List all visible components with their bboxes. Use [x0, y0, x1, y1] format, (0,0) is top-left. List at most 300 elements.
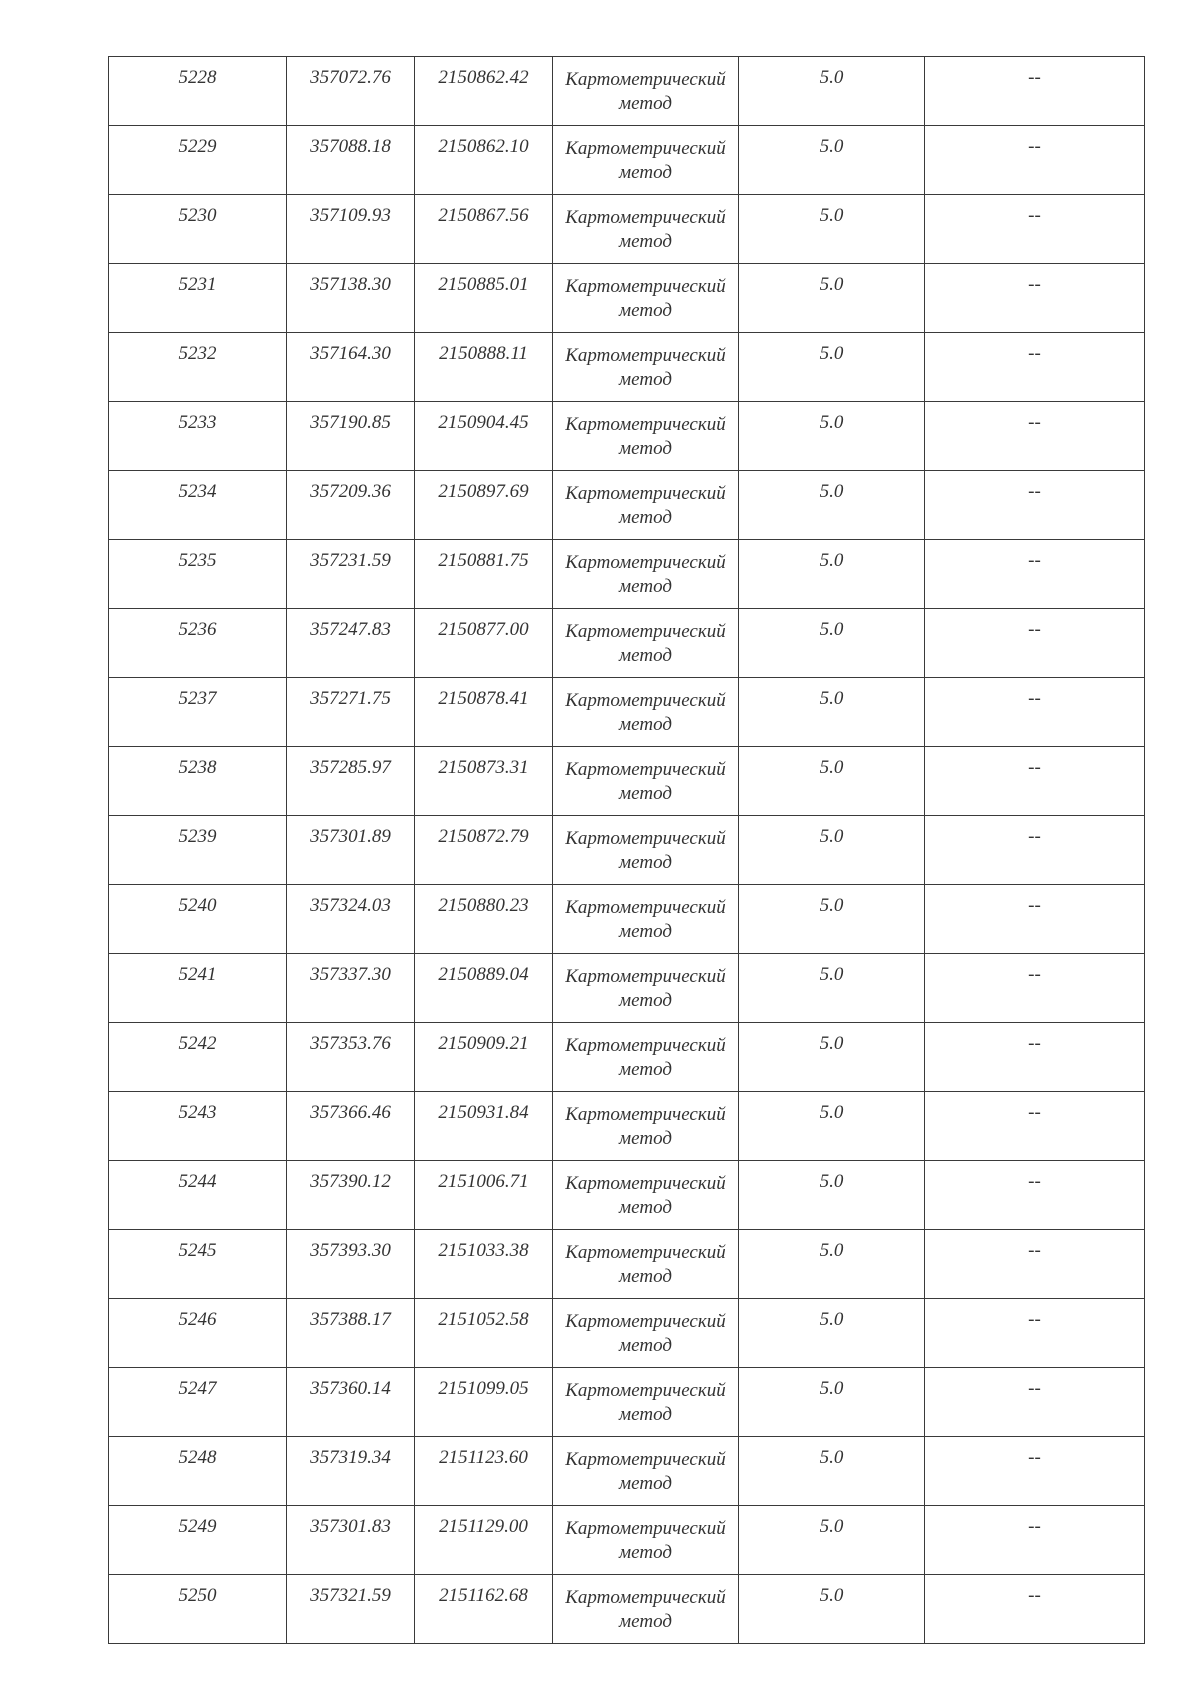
method-cell: [553, 264, 739, 333]
y-coordinate: 2150888.11: [439, 343, 528, 364]
x-coordinate: 357301.83: [310, 1516, 391, 1537]
point-number: 5243: [178, 1102, 217, 1123]
table-row: [109, 678, 1145, 747]
method-line-2: метод: [619, 990, 672, 1011]
x-coordinate: 357109.93: [310, 205, 391, 226]
y-coordinate: 2150885.01: [438, 274, 529, 295]
x-coordinate-cell: [287, 609, 415, 678]
point-number-cell: [109, 1023, 287, 1092]
point-number-cell: [109, 1299, 287, 1368]
note-cell: [925, 333, 1145, 402]
method-line-2: метод: [619, 783, 672, 804]
accuracy-cell: [739, 1506, 925, 1575]
x-coordinate: 357088.18: [310, 136, 391, 157]
x-coordinate: 357388.17: [310, 1309, 391, 1330]
accuracy-cell: [739, 402, 925, 471]
note-value: --: [1028, 1102, 1041, 1123]
x-coordinate: 357324.03: [310, 895, 391, 916]
table-row: [109, 747, 1145, 816]
y-coordinate: 2151052.58: [438, 1309, 529, 1330]
method-cell: [553, 1575, 739, 1644]
y-coordinate-cell: [415, 333, 553, 402]
accuracy-value: 5.0: [819, 67, 844, 88]
accuracy-value: 5.0: [819, 757, 844, 778]
table-row: [109, 885, 1145, 954]
y-coordinate: 2150880.23: [438, 895, 529, 916]
accuracy-value: 5.0: [819, 136, 844, 157]
method-cell: [553, 402, 739, 471]
note-value: --: [1028, 67, 1041, 88]
method-line-1: Картометрический: [565, 1380, 726, 1401]
method-cell: [553, 1023, 739, 1092]
x-coordinate-cell: [287, 1506, 415, 1575]
note-cell: [925, 885, 1145, 954]
x-coordinate-cell: [287, 333, 415, 402]
table-row: [109, 1437, 1145, 1506]
point-number-cell: [109, 333, 287, 402]
table-row: [109, 1230, 1145, 1299]
x-coordinate-cell: [287, 402, 415, 471]
method-line-2: метод: [619, 576, 672, 597]
accuracy-value: 5.0: [819, 1240, 844, 1261]
note-cell: [925, 1368, 1145, 1437]
method-cell: [553, 333, 739, 402]
method-line-1: Картометрический: [565, 828, 726, 849]
x-coordinate-cell: [287, 885, 415, 954]
note-value: --: [1028, 1585, 1041, 1606]
accuracy-cell: [739, 747, 925, 816]
point-number: 5249: [178, 1516, 217, 1537]
point-number: 5232: [178, 343, 217, 364]
method-line-1: Картометрический: [565, 483, 726, 504]
x-coordinate: 357072.76: [310, 67, 391, 88]
accuracy-cell: [739, 195, 925, 264]
table-row: [109, 540, 1145, 609]
note-value: --: [1028, 1240, 1041, 1261]
x-coordinate: 357366.46: [310, 1102, 391, 1123]
x-coordinate: 357271.75: [310, 688, 391, 709]
accuracy-cell: [739, 264, 925, 333]
table-row: [109, 1161, 1145, 1230]
note-cell: [925, 126, 1145, 195]
y-coordinate-cell: [415, 609, 553, 678]
note-cell: [925, 609, 1145, 678]
accuracy-cell: [739, 126, 925, 195]
note-value: --: [1028, 343, 1041, 364]
y-coordinate: 2150867.56: [438, 205, 529, 226]
accuracy-value: 5.0: [819, 895, 844, 916]
x-coordinate-cell: [287, 471, 415, 540]
y-coordinate: 2150873.31: [438, 757, 529, 778]
y-coordinate: 2150897.69: [438, 481, 529, 502]
point-number-cell: [109, 678, 287, 747]
method-line-1: Картометрический: [565, 1173, 726, 1194]
y-coordinate: 2150878.41: [438, 688, 529, 709]
point-number: 5236: [178, 619, 217, 640]
accuracy-cell: [739, 1368, 925, 1437]
method-line-1: Картометрический: [565, 621, 726, 642]
y-coordinate-cell: [415, 1230, 553, 1299]
y-coordinate: 2150877.00: [438, 619, 529, 640]
point-number-cell: [109, 57, 287, 126]
point-number: 5239: [178, 826, 217, 847]
y-coordinate-cell: [415, 1437, 553, 1506]
point-number-cell: [109, 1230, 287, 1299]
method-line-1: Картометрический: [565, 1035, 726, 1056]
method-line-1: Картометрический: [565, 966, 726, 987]
x-coordinate-cell: [287, 57, 415, 126]
accuracy-value: 5.0: [819, 1516, 844, 1537]
note-value: --: [1028, 136, 1041, 157]
x-coordinate: 357164.30: [310, 343, 391, 364]
method-cell: [553, 816, 739, 885]
point-number-cell: [109, 954, 287, 1023]
note-cell: [925, 1092, 1145, 1161]
method-line-1: Картометрический: [565, 345, 726, 366]
point-number: 5246: [178, 1309, 217, 1330]
note-value: --: [1028, 1447, 1041, 1468]
y-coordinate: 2151129.00: [439, 1516, 528, 1537]
note-value: --: [1028, 1378, 1041, 1399]
table-row: [109, 195, 1145, 264]
accuracy-value: 5.0: [819, 1447, 844, 1468]
accuracy-value: 5.0: [819, 1309, 844, 1330]
point-number: 5234: [178, 481, 217, 502]
method-cell: [553, 747, 739, 816]
method-cell: [553, 609, 739, 678]
method-cell: [553, 126, 739, 195]
note-value: --: [1028, 895, 1041, 916]
point-number-cell: [109, 747, 287, 816]
y-coordinate: 2151033.38: [438, 1240, 529, 1261]
coordinates-table-body: [109, 57, 1145, 1644]
note-cell: [925, 1161, 1145, 1230]
point-number: 5247: [178, 1378, 217, 1399]
accuracy-value: 5.0: [819, 205, 844, 226]
y-coordinate-cell: [415, 885, 553, 954]
x-coordinate: 357247.83: [310, 619, 391, 640]
point-number: 5237: [178, 688, 217, 709]
note-value: --: [1028, 481, 1041, 502]
table-row: [109, 954, 1145, 1023]
x-coordinate: 357190.85: [310, 412, 391, 433]
method-line-1: Картометрический: [565, 1242, 726, 1263]
accuracy-cell: [739, 816, 925, 885]
x-coordinate-cell: [287, 954, 415, 1023]
y-coordinate: 2151123.60: [439, 1447, 528, 1468]
table-row: [109, 1023, 1145, 1092]
accuracy-value: 5.0: [819, 1033, 844, 1054]
accuracy-cell: [739, 540, 925, 609]
y-coordinate-cell: [415, 471, 553, 540]
point-number: 5245: [178, 1240, 217, 1261]
table-row: [109, 1575, 1145, 1644]
accuracy-value: 5.0: [819, 1585, 844, 1606]
accuracy-cell: [739, 885, 925, 954]
method-line-2: метод: [619, 1266, 672, 1287]
y-coordinate: 2151162.68: [439, 1585, 528, 1606]
y-coordinate: 2150931.84: [438, 1102, 529, 1123]
note-cell: [925, 954, 1145, 1023]
y-coordinate: 2150872.79: [438, 826, 529, 847]
note-value: --: [1028, 1033, 1041, 1054]
accuracy-value: 5.0: [819, 550, 844, 571]
method-cell: [553, 1368, 739, 1437]
accuracy-value: 5.0: [819, 619, 844, 640]
y-coordinate-cell: [415, 816, 553, 885]
x-coordinate-cell: [287, 264, 415, 333]
point-number-cell: [109, 195, 287, 264]
point-number: 5233: [178, 412, 217, 433]
table-row: [109, 1506, 1145, 1575]
y-coordinate-cell: [415, 1023, 553, 1092]
x-coordinate: 357209.36: [310, 481, 391, 502]
note-value: --: [1028, 274, 1041, 295]
x-coordinate-cell: [287, 1575, 415, 1644]
y-coordinate: 2150862.10: [438, 136, 529, 157]
method-line-2: метод: [619, 1335, 672, 1356]
method-line-2: метод: [619, 162, 672, 183]
method-cell: [553, 57, 739, 126]
y-coordinate-cell: [415, 954, 553, 1023]
accuracy-value: 5.0: [819, 412, 844, 433]
method-line-2: метод: [619, 714, 672, 735]
method-cell: [553, 1506, 739, 1575]
x-coordinate: 357390.12: [310, 1171, 391, 1192]
point-number-cell: [109, 1437, 287, 1506]
point-number-cell: [109, 885, 287, 954]
accuracy-value: 5.0: [819, 1171, 844, 1192]
method-line-2: метод: [619, 852, 672, 873]
accuracy-cell: [739, 1437, 925, 1506]
point-number-cell: [109, 1368, 287, 1437]
x-coordinate-cell: [287, 1299, 415, 1368]
method-line-1: Картометрический: [565, 690, 726, 711]
method-line-1: Картометрический: [565, 414, 726, 435]
method-line-1: Картометрический: [565, 276, 726, 297]
x-coordinate-cell: [287, 747, 415, 816]
accuracy-cell: [739, 57, 925, 126]
accuracy-cell: [739, 609, 925, 678]
y-coordinate-cell: [415, 126, 553, 195]
point-number: 5248: [178, 1447, 217, 1468]
coordinates-table: [108, 56, 1145, 1644]
note-cell: [925, 1023, 1145, 1092]
note-cell: [925, 402, 1145, 471]
accuracy-cell: [739, 1161, 925, 1230]
accuracy-cell: [739, 954, 925, 1023]
table-row: [109, 1299, 1145, 1368]
table-row: [109, 609, 1145, 678]
note-cell: [925, 57, 1145, 126]
method-line-1: Картометрический: [565, 1587, 726, 1608]
method-line-2: метод: [619, 369, 672, 390]
y-coordinate-cell: [415, 1506, 553, 1575]
y-coordinate: 2150862.42: [438, 67, 529, 88]
x-coordinate-cell: [287, 1161, 415, 1230]
accuracy-cell: [739, 1092, 925, 1161]
note-cell: [925, 747, 1145, 816]
x-coordinate: 357301.89: [310, 826, 391, 847]
point-number-cell: [109, 126, 287, 195]
x-coordinate-cell: [287, 1368, 415, 1437]
point-number: 5235: [178, 550, 217, 571]
accuracy-cell: [739, 1230, 925, 1299]
x-coordinate: 357353.76: [310, 1033, 391, 1054]
point-number-cell: [109, 264, 287, 333]
table-row: [109, 333, 1145, 402]
accuracy-cell: [739, 471, 925, 540]
method-line-1: Картометрический: [565, 1104, 726, 1125]
point-number-cell: [109, 540, 287, 609]
method-cell: [553, 954, 739, 1023]
x-coordinate: 357138.30: [310, 274, 391, 295]
accuracy-value: 5.0: [819, 964, 844, 985]
accuracy-cell: [739, 1023, 925, 1092]
table-row: [109, 1092, 1145, 1161]
method-line-2: метод: [619, 507, 672, 528]
note-cell: [925, 264, 1145, 333]
method-cell: [553, 885, 739, 954]
y-coordinate: 2150904.45: [438, 412, 529, 433]
table-row: [109, 816, 1145, 885]
note-cell: [925, 1506, 1145, 1575]
y-coordinate-cell: [415, 195, 553, 264]
accuracy-cell: [739, 333, 925, 402]
x-coordinate-cell: [287, 678, 415, 747]
y-coordinate-cell: [415, 402, 553, 471]
method-cell: [553, 1437, 739, 1506]
method-line-2: метод: [619, 1404, 672, 1425]
point-number-cell: [109, 609, 287, 678]
x-coordinate-cell: [287, 540, 415, 609]
method-line-2: метод: [619, 1473, 672, 1494]
point-number: 5250: [178, 1585, 217, 1606]
y-coordinate-cell: [415, 678, 553, 747]
note-value: --: [1028, 1516, 1041, 1537]
point-number-cell: [109, 1092, 287, 1161]
note-value: --: [1028, 205, 1041, 226]
accuracy-value: 5.0: [819, 1378, 844, 1399]
table-row: [109, 471, 1145, 540]
point-number: 5229: [178, 136, 217, 157]
y-coordinate-cell: [415, 1092, 553, 1161]
note-value: --: [1028, 688, 1041, 709]
y-coordinate-cell: [415, 264, 553, 333]
accuracy-value: 5.0: [819, 481, 844, 502]
note-value: --: [1028, 1309, 1041, 1330]
y-coordinate: 2151006.71: [438, 1171, 529, 1192]
table-row: [109, 57, 1145, 126]
method-line-2: метод: [619, 1542, 672, 1563]
note-cell: [925, 816, 1145, 885]
point-number: 5240: [178, 895, 217, 916]
y-coordinate-cell: [415, 57, 553, 126]
note-cell: [925, 471, 1145, 540]
method-line-1: Картометрический: [565, 1311, 726, 1332]
method-cell: [553, 678, 739, 747]
method-line-2: метод: [619, 645, 672, 666]
method-cell: [553, 1299, 739, 1368]
point-number-cell: [109, 402, 287, 471]
method-line-2: метод: [619, 93, 672, 114]
method-line-1: Картометрический: [565, 552, 726, 573]
point-number-cell: [109, 1161, 287, 1230]
x-coordinate-cell: [287, 126, 415, 195]
method-line-2: метод: [619, 300, 672, 321]
accuracy-cell: [739, 678, 925, 747]
method-cell: [553, 471, 739, 540]
table-row: [109, 126, 1145, 195]
y-coordinate: 2150909.21: [438, 1033, 529, 1054]
y-coordinate-cell: [415, 1299, 553, 1368]
method-line-1: Картометрический: [565, 69, 726, 90]
accuracy-value: 5.0: [819, 826, 844, 847]
y-coordinate-cell: [415, 1368, 553, 1437]
x-coordinate: 357231.59: [310, 550, 391, 571]
y-coordinate-cell: [415, 1161, 553, 1230]
method-line-1: Картометрический: [565, 1518, 726, 1539]
y-coordinate: 2150889.04: [438, 964, 529, 985]
point-number-cell: [109, 471, 287, 540]
method-line-1: Картометрический: [565, 759, 726, 780]
method-line-1: Картометрический: [565, 1449, 726, 1470]
note-value: --: [1028, 550, 1041, 571]
method-line-2: метод: [619, 1611, 672, 1632]
x-coordinate: 357360.14: [310, 1378, 391, 1399]
point-number-cell: [109, 1506, 287, 1575]
x-coordinate-cell: [287, 816, 415, 885]
x-coordinate-cell: [287, 1023, 415, 1092]
method-cell: [553, 1230, 739, 1299]
x-coordinate: 357285.97: [310, 757, 391, 778]
note-cell: [925, 195, 1145, 264]
table-row: [109, 1368, 1145, 1437]
x-coordinate-cell: [287, 1437, 415, 1506]
point-number-cell: [109, 1575, 287, 1644]
y-coordinate-cell: [415, 1575, 553, 1644]
method-line-2: метод: [619, 231, 672, 252]
accuracy-value: 5.0: [819, 274, 844, 295]
point-number: 5228: [178, 67, 217, 88]
method-line-1: Картометрический: [565, 207, 726, 228]
note-value: --: [1028, 826, 1041, 847]
method-cell: [553, 195, 739, 264]
method-line-2: метод: [619, 921, 672, 942]
x-coordinate: 357319.34: [310, 1447, 391, 1468]
point-number: 5230: [178, 205, 217, 226]
y-coordinate-cell: [415, 747, 553, 816]
point-number: 5231: [178, 274, 217, 295]
x-coordinate-cell: [287, 1092, 415, 1161]
note-cell: [925, 1299, 1145, 1368]
method-line-2: метод: [619, 438, 672, 459]
point-number: 5241: [178, 964, 217, 985]
method-line-1: Картометрический: [565, 897, 726, 918]
note-cell: [925, 1575, 1145, 1644]
method-line-2: метод: [619, 1128, 672, 1149]
method-cell: [553, 1161, 739, 1230]
accuracy-cell: [739, 1299, 925, 1368]
accuracy-value: 5.0: [819, 688, 844, 709]
method-cell: [553, 1092, 739, 1161]
method-line-2: метод: [619, 1059, 672, 1080]
method-line-2: метод: [619, 1197, 672, 1218]
y-coordinate-cell: [415, 540, 553, 609]
point-number: 5238: [178, 757, 217, 778]
note-value: --: [1028, 1171, 1041, 1192]
note-cell: [925, 540, 1145, 609]
